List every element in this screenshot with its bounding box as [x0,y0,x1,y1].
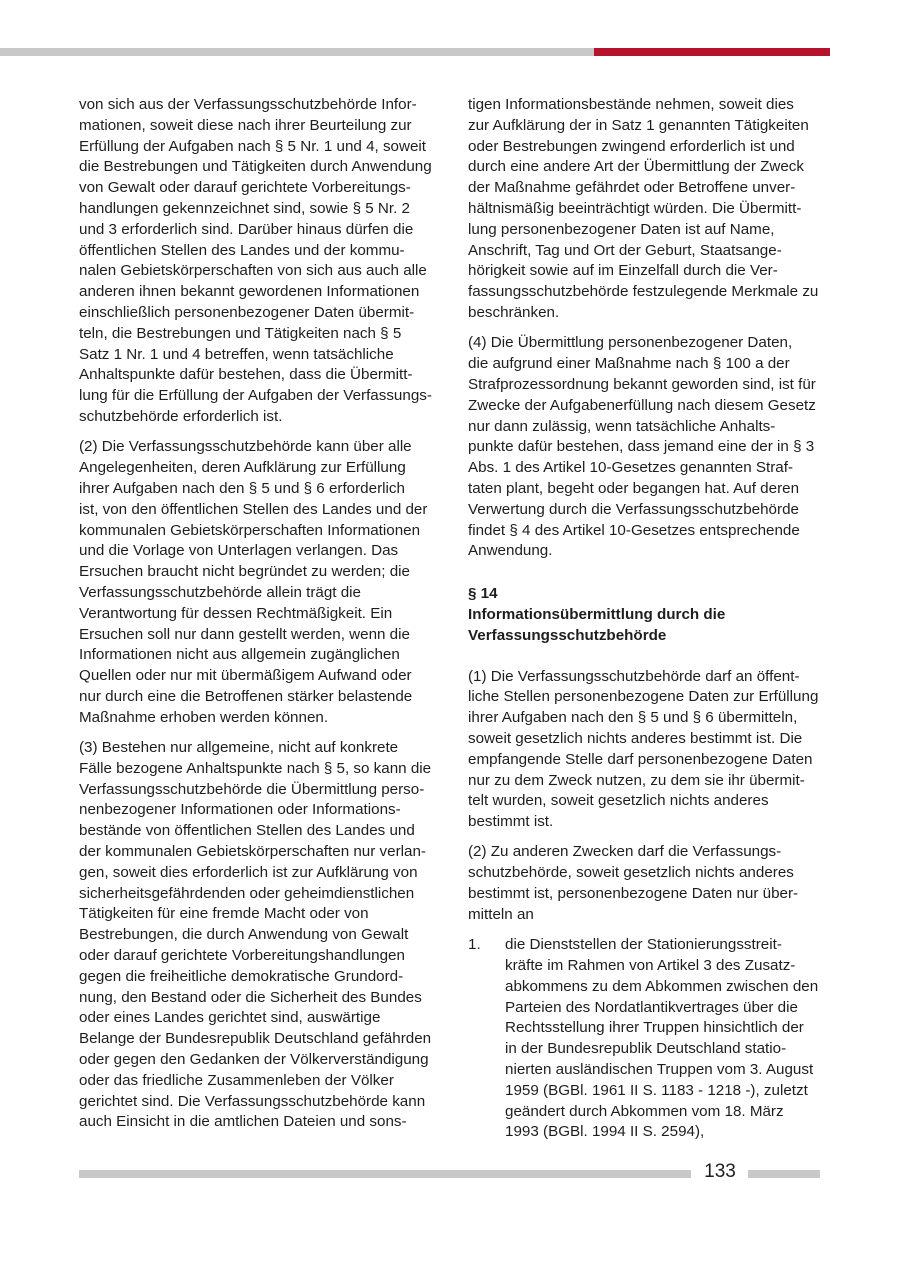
paragraph-3: (3) Bestehen nur allgemeine, nicht auf konkrete Fälle bezogene Anhaltspunkte nach § 5, so kann die Verfassungsschutzbehörde die Übermittlung perso- nenbezogener Informationen oder Informations- bestände von öffentlichen Stellen des Landes und der kommunalen Gebietskörperschaften nur verlan- gen, soweit dies erforderlich ist zur Aufklärung von sicherheitsgefährdenden oder geheimdienstlichen Tätigkeiten für eine fremde Macht oder von Bestrebungen, die durch Anwendung von Gewalt oder darauf gerichtete Vorbereitungshandlungen gegen die freiheitliche demokratische Grundord- nung, den Bestand oder die Sicherheit des Bundes oder eines Landes gerichtet sind, auswärtige Belange der Bundesrepublik Deutschland gefährden oder gegen den Gedanken der Völkerverständigung oder das friedliche Zusammenleben der Völker gerichtet sind. Die Verfassungsschutzbehörde kann auch Einsicht in die amtlichen Dateien und sons- [79,739,432,1131]
paragraph-4: (4) Die Übermittlung personenbezogener Daten, die aufgrund einer Maßnahme nach § 100 a der Strafprozessordnung bekannt geworden sind, ist für Zwecke der Aufgabenerfüllung nach diesem Gesetz nur dann zulässig, wenn tatsächliche Anhalts- punkte dafür bestehen, dass jemand eine der in § 3 Abs. 1 des Artikel 10-Gesetzes genannten Straf- taten plant, begeht oder begangen hat. Auf deren Verwertung durch die Verfassungsschutzbehörde findet § 4 des Artikel 10-Gesetzes entsprechende Anwendung. [468,334,816,560]
bottom-rule-right [748,1170,820,1178]
bottom-rule-left [79,1170,691,1178]
page-number: 133 [704,1161,736,1182]
list-number: 1. [468,936,481,954]
section-heading [468,584,823,646]
right-column [468,95,823,1143]
list-item-text: die Dienststellen der Stationierungsstreit- kräfte im Rahmen von Artikel 3 des Zusatz- abkommens zu dem Abkommen zwischen den Parteien des Nordatlantikvertrages über die Rechtsstellung ihrer Truppen hinsichtlich der in der Bundesrepublik Deutschland statio- nierten ausländischen Truppen vom 3. August 1959 (BGBl. 1961 II S. 1183 - 1218 -), zuletzt geändert durch Abkommen vom 18. März 1993 (BGBl. 1994 II S. 2594), [505,936,819,1141]
section-title: Informationsübermittlung durch die Verfassungsschutzbehörde [468,605,726,644]
left-column [79,95,434,1143]
section-14-paragraph-1: (1) Die Verfassungsschutzbehörde darf an öffent- liche Stellen personenbezogene Daten zur Erfüllung ihrer Aufgaben nach den § 5 und § 6 übermitteln, soweit gesetzlich nichts anderes bestimmt ist. Die empfangende Stelle darf personenbezogene Daten nur zu dem Zweck nutzen, zu dem sie ihr übermit- telt wurden, soweit gesetzlich nichts anderes bestimmt ist. [468,667,819,831]
section-number: § 14 [468,585,498,603]
paragraph-3-continuation: tigen Informationsbestände nehmen, soweit dies zur Aufklärung der in Satz 1 genannten Tätigkeiten oder Bestrebungen zwingend erforderlich ist und durch eine andere Art der Übermittlung der Zweck der Maßnahme gefährdet oder Betroffene unver- hältnismäßig beeinträchtigt würden. Die Übermitt- lung personenbezogener Daten ist auf Name, Anschrift, Tag und Ort der Geburt, Staatsange- hörigkeit sowie auf im Einzelfall durch die Ver- fassungsschutzbehörde festzulegende Merkmale zu beschränken. [468,96,819,321]
paragraph-2: (2) Die Verfassungsschutzbehörde kann über alle Angelegenheiten, deren Aufklärung zur Erfüllung ihrer Aufgaben nach den § 5 und § 6 erforderlich ist, von den öffentlichen Stellen des Landes und der kommunalen Gebietskörperschaften Informationen und die Vorlage von Unterlagen verlangen. Das Ersuchen braucht nicht begründet zu werden; die Verfassungsschutzbehörde allein trägt die Verantwortung für dessen Rechtmäßigkeit. Ein Ersuchen soll nur dann gestellt werden, wenn die Informationen nicht aus allgemein zugänglichen Quellen oder nur mit übermäßigem Aufwand oder nur durch eine die Betroffenen stärker belastende Maßnahme erhoben werden können. [79,438,428,726]
paragraph-continuation: von sich aus der Verfassungsschutzbehörde Infor- mationen, soweit diese nach ihrer Beurteilung zur Erfüllung der Aufgaben nach § 5 Nr. 1 und 4, soweit die Bestrebungen und Tätigkeiten durch Anwendung von Gewalt oder darauf gerichtete Vorbereitungs- handlungen gekennzeichnet sind, sowie § 5 Nr. 2 und 3 erforderlich sind. Darüber hinaus dürfen die öffentlichen Stellen des Landes und der kommu- nalen Gebietskörperschaften von sich aus auch alle anderen ihnen bekannt gewordenen Informationen einschließlich personenbezogener Daten übermit- teln, die Bestrebungen und Tätigkeiten nach § 5 Satz 1 Nr. 1 und 4 betreffen, wenn tatsächliche Anhaltspunkte dafür bestehen, dass die Übermitt- lung für die Erfüllung der Aufgaben der Verfassungs- schutzbehörde erforderlich ist. [79,96,432,425]
section-14-paragraph-2: (2) Zu anderen Zwecken darf die Verfassungs- schutzbehörde, soweit gesetzlich nichts anderes bestimmt ist, personenbezogene Daten nur über- mitteln an [468,843,799,923]
top-rule-grey [0,48,594,56]
list-item [468,935,823,1143]
top-rule-accent [594,48,830,56]
